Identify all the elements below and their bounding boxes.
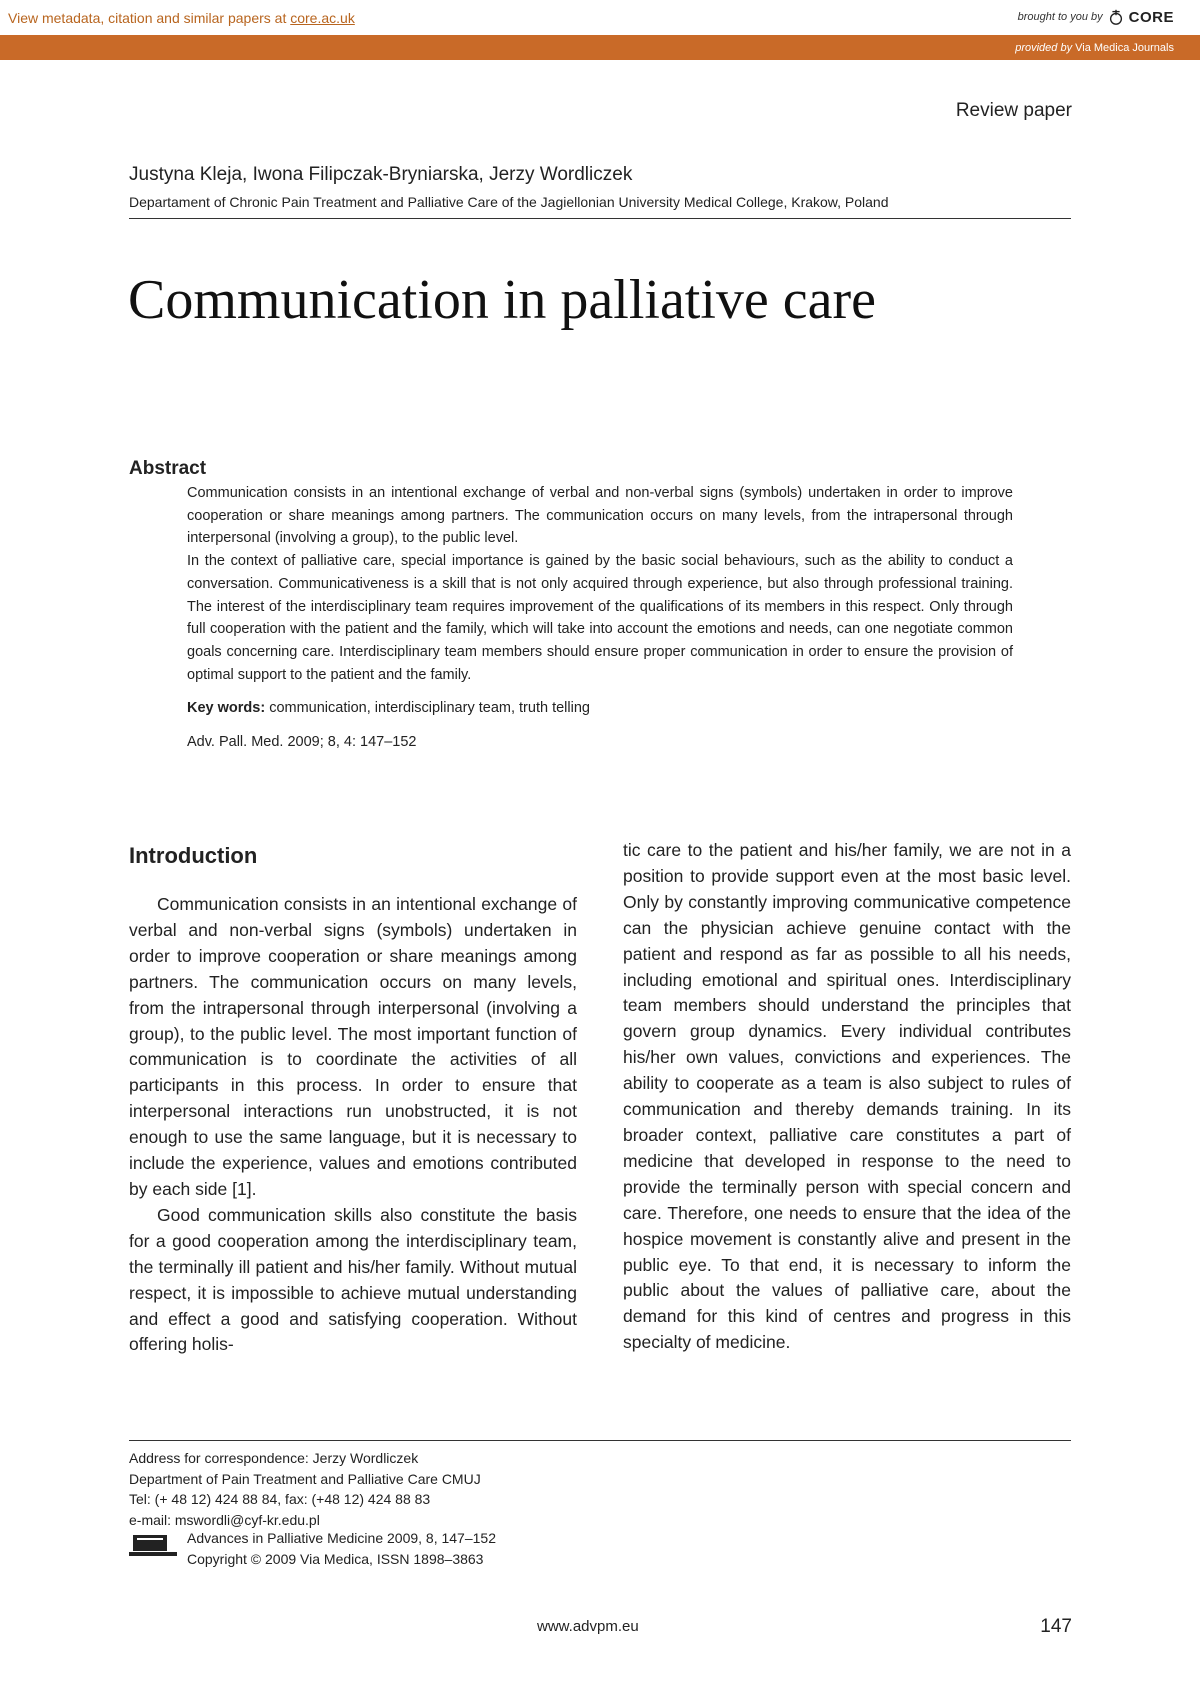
correspondence-line-1: Address for correspondence: Jerzy Wordliczek xyxy=(129,1450,419,1466)
brought-by-text: brought to you by xyxy=(1017,11,1103,23)
provided-by-source[interactable]: Via Medica Journals xyxy=(1075,42,1174,54)
header-divider xyxy=(129,218,1071,219)
core-logo[interactable]: CORE xyxy=(1128,8,1174,26)
abstract-paragraph-2: In the context of palliative care, special importance is gained by the basic social behaviours, such as the ability to conduct a conversation. Communicativeness is a skill that is not only acquired through experience, but also through professional training. The interest of the interdisciplinary team requires improvement of the qualifications of its members in this respect. Only through full cooperation with the patient and the family, which will take into account the emotions and needs, can one negotiate common goals concerning care. Interdisciplinary team members should ensure proper communication in order to ensure the provision of optimal support to the patient and the family. xyxy=(187,553,1013,683)
paper-title: Communication in palliative care xyxy=(128,269,876,331)
core-prefix: View metadata, citation and similar papers at xyxy=(8,10,291,26)
provided-by xyxy=(1015,42,1174,54)
intro-paragraph-3: tic care to the patient and his/her family, we are not in a position to provide support even at the most basic level. Only by constantly improving communicative competence can the physician achieve genuine contact with the patient and respond as far as possible to all his needs, including emotional and spiritual ones. Interdisciplinary team members should understand the principles that govern group dynamics. Every individual contributes his/her own values, convictions and experiences. The ability to cooperate as a team is also subject to rules of communication and thereby demands training. In its broader context, palliative care constitutes a part of medicine that developed in response to the need to provide the terminally person with special concern and care. Therefore, one needs to ensure that the idea of the hospice movement is constantly alive and present in the public eye. To that end, it is necessary to inform the public about the values of palliative care, about the demand for this kind of centres and progress in this specialty of medicine. xyxy=(623,840,1071,1353)
abstract-body xyxy=(187,482,1013,754)
correspondence xyxy=(129,1448,481,1530)
correspondence-line-3: Tel: (+ 48 12) 424 88 84, fax: (+48 12) 424 88 83 xyxy=(129,1491,431,1507)
journal-url[interactable]: www.advpm.eu xyxy=(537,1618,639,1635)
abstract-heading: Abstract xyxy=(129,458,207,479)
brought-by xyxy=(1018,8,1174,26)
paper-type: Review paper xyxy=(955,100,1072,121)
journal-line-2: Copyright © 2009 Via Medica, ISSN 1898–3863 xyxy=(187,1550,484,1567)
right-column xyxy=(623,838,1071,1356)
citation: Adv. Pall. Med. 2009; 8, 4: 147–152 xyxy=(187,734,417,751)
correspondence-email: e-mail: mswordli@cyf-kr.edu.pl xyxy=(129,1511,320,1528)
provided-by-label: provided by xyxy=(1015,42,1073,54)
core-link[interactable]: core.ac.uk xyxy=(290,10,355,26)
correspondence-line-2: Department of Pain Treatment and Palliative Care CMUJ xyxy=(129,1470,481,1487)
core-metadata-link xyxy=(8,10,355,26)
journal-line-1: Advances in Palliative Medicine 2009, 8, 147–152 xyxy=(187,1530,496,1546)
page-number: 147 xyxy=(1040,1616,1072,1637)
affiliation: Departament of Chronic Pain Treatment and Palliative Care of the Jagiellonian University Medical College, Krakow, Poland xyxy=(129,194,889,210)
abstract-paragraph-1: Communication consists in an intentional exchange of verbal and non-verbal signs (symbols) undertaken in order to improve cooperation or share meanings among partners. The communication occurs on many levels, from the intrapersonal through interpersonal (involving a group), to the public level. xyxy=(187,485,1013,547)
left-column xyxy=(129,892,577,1358)
core-logo-icon xyxy=(1107,8,1125,26)
journal-info xyxy=(187,1528,496,1569)
footer-divider xyxy=(129,1440,1071,1441)
intro-paragraph-1: Communication consists in an intentional exchange of verbal and non-verbal signs (symbols) undertaken in order to improve cooperation or share meanings among partners. The communication occurs on many levels, from the intrapersonal through interpersonal (involving a group), to the public level. The most important function of communication is to coordinate the activities of all participants in this process. In order to ensure that interpersonal interactions run unobstructed, it is not enough to use the same language, but it is necessary to include the experience, values and emotions contributed by each side [1]. xyxy=(129,894,577,1199)
intro-paragraph-2: Good communication skills also constitute the basis for a good cooperation among the interdisciplinary team, the terminally ill patient and his/her family. Without mutual respect, it is impossible to achieve mutual understanding and effect a good and satisfying cooperation. Without offering holis- xyxy=(129,1204,577,1355)
introduction-heading: Introduction xyxy=(129,843,258,868)
authors: Justyna Kleja, Iwona Filipczak-Bryniarska, Jerzy Wordliczek xyxy=(129,164,633,185)
keywords xyxy=(187,697,1013,720)
journal-logo-icon xyxy=(129,1533,177,1559)
keywords-label: Key words: xyxy=(187,700,266,717)
keywords-list: communication, interdisciplinary team, truth telling xyxy=(265,700,590,717)
